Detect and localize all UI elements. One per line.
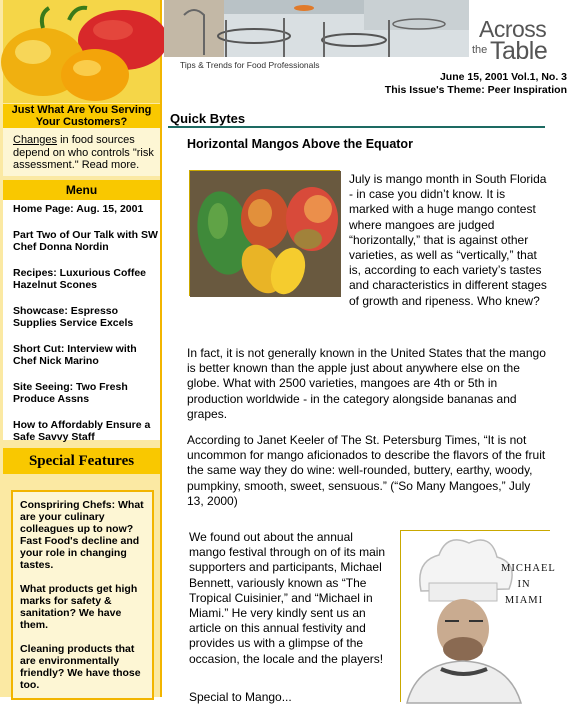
across-the-table-logo[interactable] [470, 16, 575, 74]
chef-caption-line2: IN [517, 579, 531, 590]
section-divider [168, 126, 545, 128]
special-features-box [11, 490, 154, 700]
article-paragraph-5: Special to Mango... [189, 690, 292, 704]
menu-item-chef-talk[interactable]: Part Two of Our Talk with SW Chef Donna Nordin [13, 229, 158, 253]
mango-photo [189, 170, 340, 296]
logo-across: Across [479, 16, 547, 42]
article-paragraph-3: According to Janet Keeler of The St. Petersburg Times, “It is not uncommon for mango aficionados to describe the flavors of the fruit the same way they do wine: well-rounded, buttery, earthy, woody, pumpkiny, smooth, sweet, sensuous.” (“So Many Mangoes,” July 13, 2000) [187, 433, 546, 508]
tagline: Tips & Trends for Food Professionals [180, 60, 320, 70]
menu-item-site-seeing[interactable]: Site Seeing: Two Fresh Produce Assns [13, 381, 128, 405]
issue-date: June 15, 2001 Vol.1, No. 3 [439, 71, 567, 83]
article-paragraph-2: In fact, it is not generally known in the United States that the mango is better known than the apple just about anywhere else on the globe. What with 2500 varieties, mangoes are 4th or 5th in production worldwide - in the category alongside bananas and grapes. [187, 346, 546, 421]
special-features-heading: Special Features [3, 448, 160, 474]
special-item-cleaning-products[interactable]: Cleaning products that are environmentally friendly? We have those too. [20, 643, 141, 691]
menu-list [3, 200, 160, 443]
section-title: Quick Bytes [170, 111, 246, 126]
logo-table: Table [490, 37, 548, 65]
serve-customers-heading [3, 104, 160, 128]
special-item-conspiring-chefs[interactable]: Conspriring Chefs: What are your culinary colleagues up to now? Fast Food's decline and your role in changing tastes. [20, 499, 144, 571]
serve-heading-line1: Just What Are You Serving [11, 104, 152, 116]
chef-michael-photo [400, 530, 556, 702]
article-paragraph-1: July is mango month in South Florida - in case you didn’t know. It is marked with a huge mango contest where mangoes are judged “horizontally,” that is against other varieties, as well as “vertically,” that is, according to each variety’s tastes and characteristics in different stages of growth and ripeness. Who knew? [349, 172, 547, 308]
serve-customers-blurb [3, 128, 160, 176]
menu-item-short-cut[interactable]: Short Cut: Interview with Chef Nick Marino [13, 343, 137, 367]
menu-item-safe-staff[interactable]: How to Affordably Ensure a Safe Savvy Staff [13, 419, 151, 443]
menu-item-showcase[interactable]: Showcase: Espresso Supplies Service Excels [13, 305, 134, 329]
chef-photo-caption [501, 561, 556, 609]
cafe-banner-photo [164, 0, 469, 57]
logo-the: the [472, 44, 488, 56]
article-paragraph-4: We found out about the annual mango festival through on of its main supporters and participants, Michael Bennett, variously known as “The Tropical Cuisinier,” and “Michael in Miami.” He very kindly sent us an article on this annual festivity and provides us with a glimpse of the occasion, the locale and the players! [189, 530, 386, 666]
article-title: Horizontal Mangos Above the Equator [187, 137, 413, 151]
special-item-safety-products[interactable]: What products get high marks for safety & sanitation? We have them. [20, 583, 138, 631]
serve-heading-line2: Your Customers? [35, 116, 128, 128]
changes-link[interactable]: Changes [13, 134, 58, 146]
left-sidebar [0, 0, 162, 697]
chef-caption-line1: MICHAEL [501, 563, 556, 574]
peppers-photo [3, 0, 160, 103]
chef-caption-line3: MIAMI [504, 595, 544, 606]
issue-theme: This Issue's Theme: Peer Inspiration [384, 84, 567, 96]
menu-item-recipes[interactable]: Recipes: Luxurious Coffee Hazelnut Scones [13, 267, 147, 291]
menu-heading: Menu [3, 180, 160, 200]
menu-item-home[interactable]: Home Page: Aug. 15, 2001 [13, 203, 144, 215]
serve-blurb-text: in food sources depend on who controls "risk assessment." Read more. [13, 134, 154, 171]
